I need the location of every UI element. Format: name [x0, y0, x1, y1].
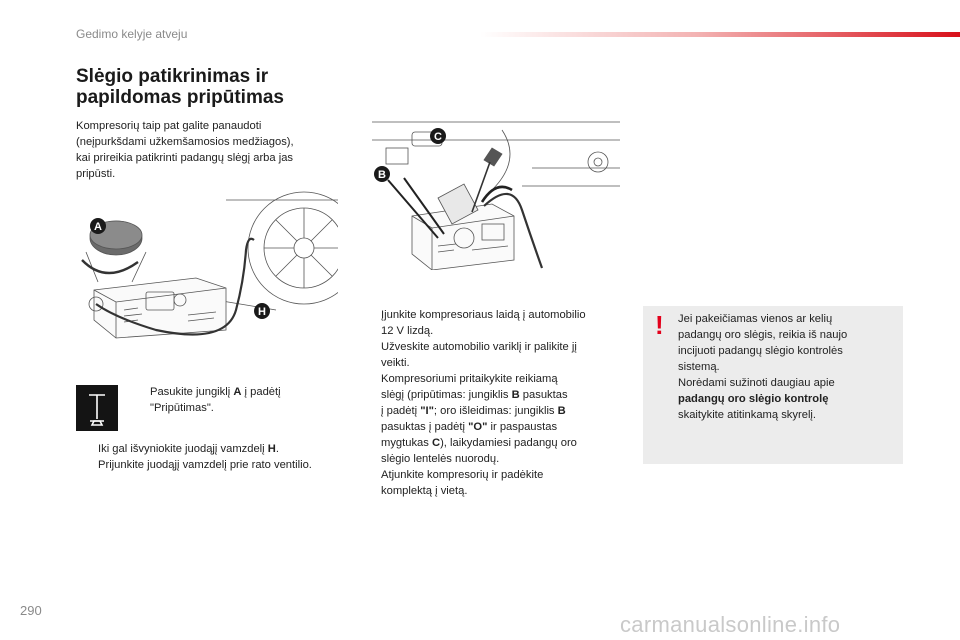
list-item: Įjunkite kompresoriaus laidą į automobilio 12 V lizdą.: [381, 309, 586, 337]
page-number: 290: [20, 603, 42, 618]
list-item: Atjunkite kompresorių ir padėkite komplektą į vietą.: [381, 469, 544, 497]
list-item: Prijunkite juodąjį vamzdelį prie rato ventilio.: [98, 459, 312, 471]
callout-a: A: [94, 221, 102, 233]
header-accent-bar: [480, 32, 960, 37]
watermark: carmanualsonline.info: [620, 612, 841, 637]
step1-list: [132, 384, 332, 416]
callout-b: B: [378, 169, 386, 181]
step3-list: [363, 307, 623, 499]
list-item: Pasukite jungiklį A į padėtį "Pripūtimas".: [150, 386, 281, 414]
compressor-wheel-illustration: [76, 190, 338, 340]
intro-paragraph: Kompresorių taip pat galite panaudoti (neįpurkšdami užkemšamosios medžiagos), kai prireikia patikrinti padangų slėgį arba jas pripūsti.: [76, 120, 294, 180]
list-item: Užveskite automobilio variklį ir palikite jį veikti.: [381, 341, 577, 369]
callout-h: H: [258, 306, 266, 318]
page-title: Slėgio patikrinimas ir papildomas pripūtimas: [76, 66, 284, 108]
compressor-dashboard-illustration: [372, 120, 622, 270]
section-header: Gedimo kelyje atveju: [76, 27, 188, 41]
warning-icon: !: [655, 310, 664, 340]
step2-list: [80, 441, 350, 473]
list-item: Iki gal išvyniokite juodąjį vamzdelį H.: [98, 443, 279, 455]
note-box: [643, 306, 903, 464]
note-text: Jei pakeičiamas vienos ar kelių padangų oro slėgis, reikia iš naujo incijuoti padangų slėgio kontrolės sistemą. Norėdami sužinoti daugiau apie padangų oro slėgio kontrolę skaitykite atitinkamą skyrelį.: [678, 313, 848, 421]
callout-c: C: [434, 131, 442, 143]
inflation-mode-icon: [76, 385, 118, 431]
list-item: Kompresoriumi pritaikykite reikiamą slėgį (pripūtimas: jungiklis B pasuktas į padėtį "I"; oro išleidimas: jungiklis B pasuktas į padėtį "O" ir paspaustas mygtukas C), laikydamiesi padangų oro slėgio lentelės nuorodų.: [381, 373, 577, 465]
